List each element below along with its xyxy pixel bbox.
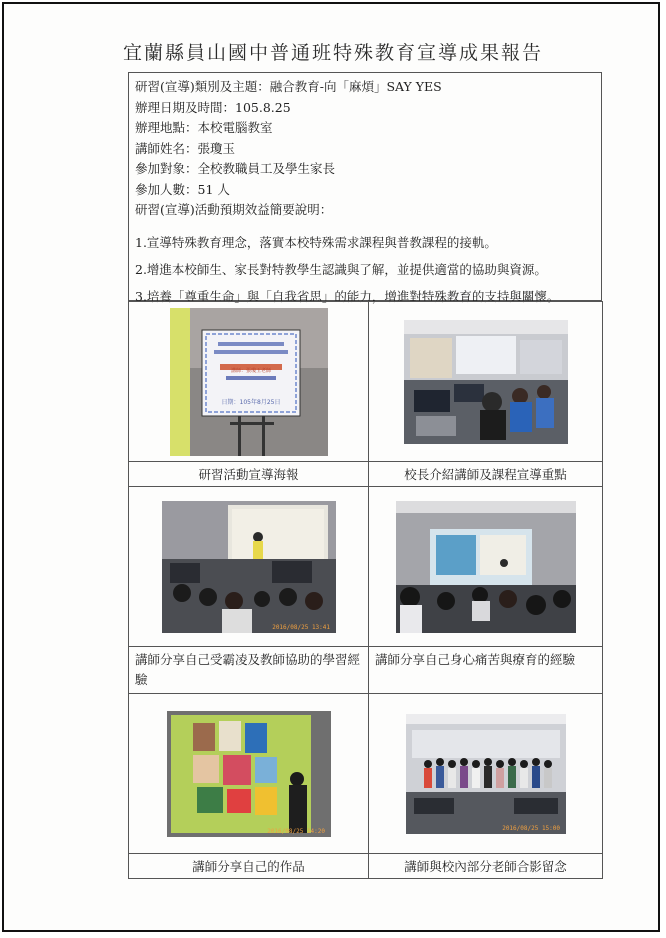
goal-3: 3.培養「尊重生命」與「自我省思」的能力，增進對特殊教育的支持與關懷。 bbox=[135, 288, 560, 304]
photo-cell-2 bbox=[369, 302, 603, 462]
poster-photo bbox=[170, 308, 328, 456]
photo-grid bbox=[128, 301, 603, 879]
date-line: 辦理日期及時間：105.8.25 bbox=[135, 99, 291, 115]
caption-1: 研習活動宣導海報 bbox=[129, 462, 369, 487]
goal-1: 1.宣導特殊教育理念，落實本校特殊需求課程與普教課程的接軌。 bbox=[135, 234, 497, 250]
photo-cell-6 bbox=[369, 694, 603, 854]
caption-5: 講師分享自己的作品 bbox=[129, 854, 369, 879]
topic-line: 研習(宣導)類別及主題：融合教育-向「麻煩」SAY YES bbox=[135, 79, 442, 94]
photo-cell-3 bbox=[129, 487, 369, 647]
lecture-photo-1 bbox=[162, 501, 336, 633]
group-photo bbox=[406, 714, 566, 834]
poster-speaker-text: 講師：張瓊玉老師 bbox=[230, 367, 271, 374]
place-line: 辦理地點：本校電腦教室 bbox=[135, 120, 273, 135]
caption-3: 講師分享自己受霸凌及教師協助的學習經驗 bbox=[129, 647, 369, 694]
photo-cell-5 bbox=[129, 694, 369, 854]
photo-6-timestamp: 2016/08/25 15:00 bbox=[501, 824, 560, 832]
goal-2: 2.增進本校師生、家長對特教學生認識與了解，並提供適當的協助與資源。 bbox=[135, 261, 547, 277]
speaker-line: 講師姓名：張瓊玉 bbox=[135, 140, 236, 156]
summary-heading: 研習(宣導)活動預期效益簡要說明： bbox=[135, 202, 333, 217]
lecture-photo-2 bbox=[396, 501, 576, 633]
photo-5-timestamp: 2016/08/25 14:20 bbox=[266, 827, 325, 835]
photo-cell-1 bbox=[129, 302, 369, 462]
page-title: 宜蘭縣員山國中普通班特殊教育宣導成果報告 bbox=[122, 42, 543, 64]
photo-cell-4 bbox=[369, 487, 603, 647]
poster-date-text: 日期：105年8月25日 bbox=[221, 398, 280, 406]
classroom-photo-1 bbox=[404, 320, 568, 444]
caption-4: 講師分享自己身心痛苦與療育的經驗 bbox=[369, 647, 603, 694]
photo-3-timestamp: 2016/08/25 13:41 bbox=[271, 623, 330, 631]
audience-line: 參加對象：全校教職員工及學生家長 bbox=[135, 161, 336, 176]
caption-2: 校長介紹講師及課程宣導重點 bbox=[369, 462, 603, 487]
count-line: 參加人數：51 人 bbox=[135, 181, 230, 197]
caption-6: 講師與校內部分老師合影留念 bbox=[369, 854, 603, 879]
artwork-photo bbox=[167, 711, 331, 837]
info-box bbox=[128, 72, 602, 304]
